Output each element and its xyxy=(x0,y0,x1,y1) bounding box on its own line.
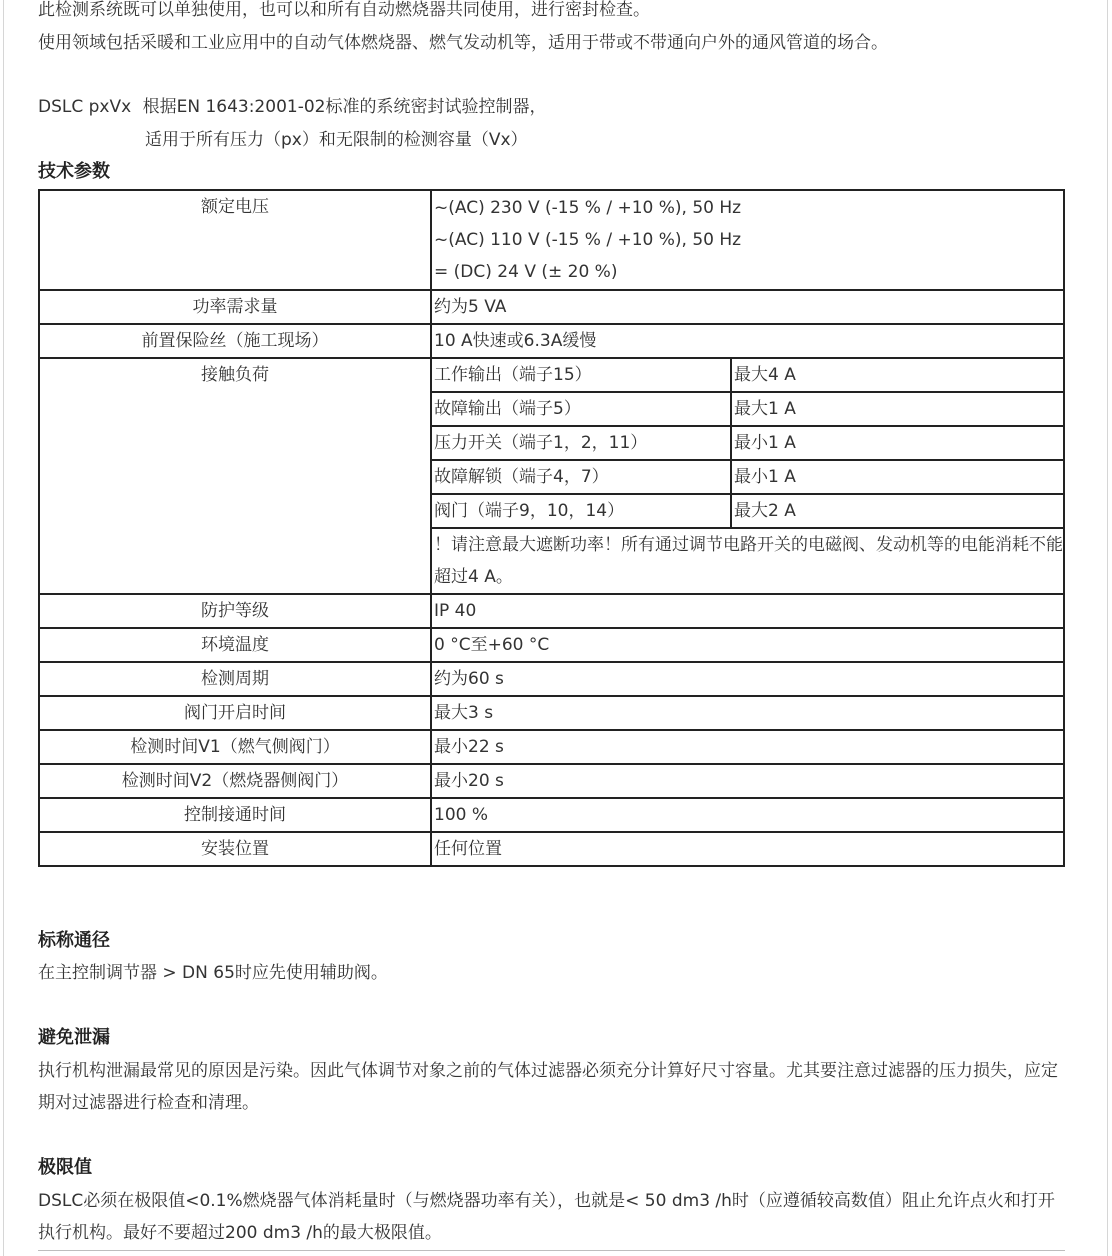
intro-line-2: 使用领域包括采暖和工业应用中的自动气体燃烧器、燃气发动机等，适用于带或不带通向户外的通风管道的场合。 xyxy=(38,33,888,53)
load-name-2: 故障输出（端子5） xyxy=(431,392,731,426)
intro-line-1: 此检测系统既可以单独使用，也可以和所有自动燃烧器共同使用，进行密封检查。 xyxy=(38,0,650,20)
nominal-title: 标称通径 xyxy=(38,930,110,951)
voltage-value-1: ~(AC) 230 V (-15 % / +10 %), 50 Hz xyxy=(434,198,742,218)
table-row xyxy=(39,832,1064,866)
table-row xyxy=(39,798,1064,832)
model-code: DSLC pxVx xyxy=(38,97,132,117)
load-note: ！请注意最大遮断功率！所有通过调节电路开关的电磁阀、发动机等的电能消耗不能超过4 A。 xyxy=(431,528,1064,594)
divider xyxy=(38,1250,1065,1251)
load-value-4: 最小1 A xyxy=(731,460,1064,494)
load-value-2: 最大1 A xyxy=(731,392,1064,426)
row-label: 安装位置 xyxy=(39,832,431,866)
model-line-1 xyxy=(38,91,546,123)
voltage-value-3: = (DC) 24 V (± 20 %) xyxy=(434,262,618,282)
table-row xyxy=(39,358,1064,392)
leak-title: 避免泄漏 xyxy=(38,1027,110,1048)
load-label: 接触负荷 xyxy=(39,358,431,594)
load-value-5: 最大2 A xyxy=(731,494,1064,528)
nominal-text: 在主控制调节器 > DN 65时应先使用辅助阀。 xyxy=(38,963,388,983)
load-name-5: 阀门（端子9，10，14） xyxy=(431,494,731,528)
row-value: 约为60 s xyxy=(431,662,1064,696)
table-row xyxy=(39,594,1064,628)
table-row xyxy=(39,290,1064,324)
spec-table xyxy=(38,189,1065,867)
load-name-4: 故障解锁（端子4，7） xyxy=(431,460,731,494)
table-row xyxy=(39,628,1064,662)
row-value: 最小22 s xyxy=(431,730,1064,764)
model-desc-1: 根据EN 1643:2001-02标准的系统密封试验控制器， xyxy=(142,97,547,117)
row-value: 最大3 s xyxy=(431,696,1064,730)
row-label: 防护等级 xyxy=(39,594,431,628)
model-desc-2: 适用于所有压力（px）和无限制的检测容量（Vx） xyxy=(145,130,528,150)
leak-text: 执行机构泄漏最常见的原因是污染。因此气体调节对象之前的气体过滤器必须充分计算好尺寸容量。尤其要注意过滤器的压力损失，应定期对过滤器进行检查和清理。 xyxy=(38,1061,1058,1113)
power-label: 功率需求量 xyxy=(39,290,431,324)
table-row xyxy=(39,764,1064,798)
row-value: 100 % xyxy=(431,798,1064,832)
table-row xyxy=(39,730,1064,764)
fuse-label: 前置保险丝（施工现场） xyxy=(39,324,431,358)
load-value-1: 最大4 A xyxy=(731,358,1064,392)
limit-text: DSLC必须在极限值<0.1%燃烧器气体消耗量时（与燃烧器功率有关），也就是< 50 dm3 /h时（应遵循较高数值）阻止允许点火和打开执行机构。最好不要超过200 dm3 /h的最大极限值。 xyxy=(38,1191,1055,1243)
load-value-3: 最小1 A xyxy=(731,426,1064,460)
load-name-1: 工作输出（端子15） xyxy=(431,358,731,392)
row-label: 环境温度 xyxy=(39,628,431,662)
row-value: 最小20 s xyxy=(431,764,1064,798)
row-label: 阀门开启时间 xyxy=(39,696,431,730)
row-value: IP 40 xyxy=(431,594,1064,628)
power-value: 约为5 VA xyxy=(431,290,1064,324)
voltage-values xyxy=(431,190,1064,290)
table-row xyxy=(39,662,1064,696)
table-row xyxy=(39,696,1064,730)
row-value: 任何位置 xyxy=(431,832,1064,866)
spec-title: 技术参数 xyxy=(38,161,110,182)
load-name-3: 压力开关（端子1，2，11） xyxy=(431,426,731,460)
limit-title: 极限值 xyxy=(38,1157,92,1178)
table-row xyxy=(39,324,1064,358)
row-value: 0 °C至+60 °C xyxy=(431,628,1064,662)
row-label: 检测时间V1（燃气侧阀门） xyxy=(39,730,431,764)
fuse-value: 10 A快速或6.3A缓慢 xyxy=(431,324,1064,358)
row-label: 控制接通时间 xyxy=(39,798,431,832)
table-row xyxy=(39,190,1064,290)
row-label: 检测时间V2（燃烧器侧阀门） xyxy=(39,764,431,798)
row-label: 检测周期 xyxy=(39,662,431,696)
voltage-value-2: ~(AC) 110 V (-15 % / +10 %), 50 Hz xyxy=(434,230,742,250)
voltage-label: 额定电压 xyxy=(39,190,431,290)
